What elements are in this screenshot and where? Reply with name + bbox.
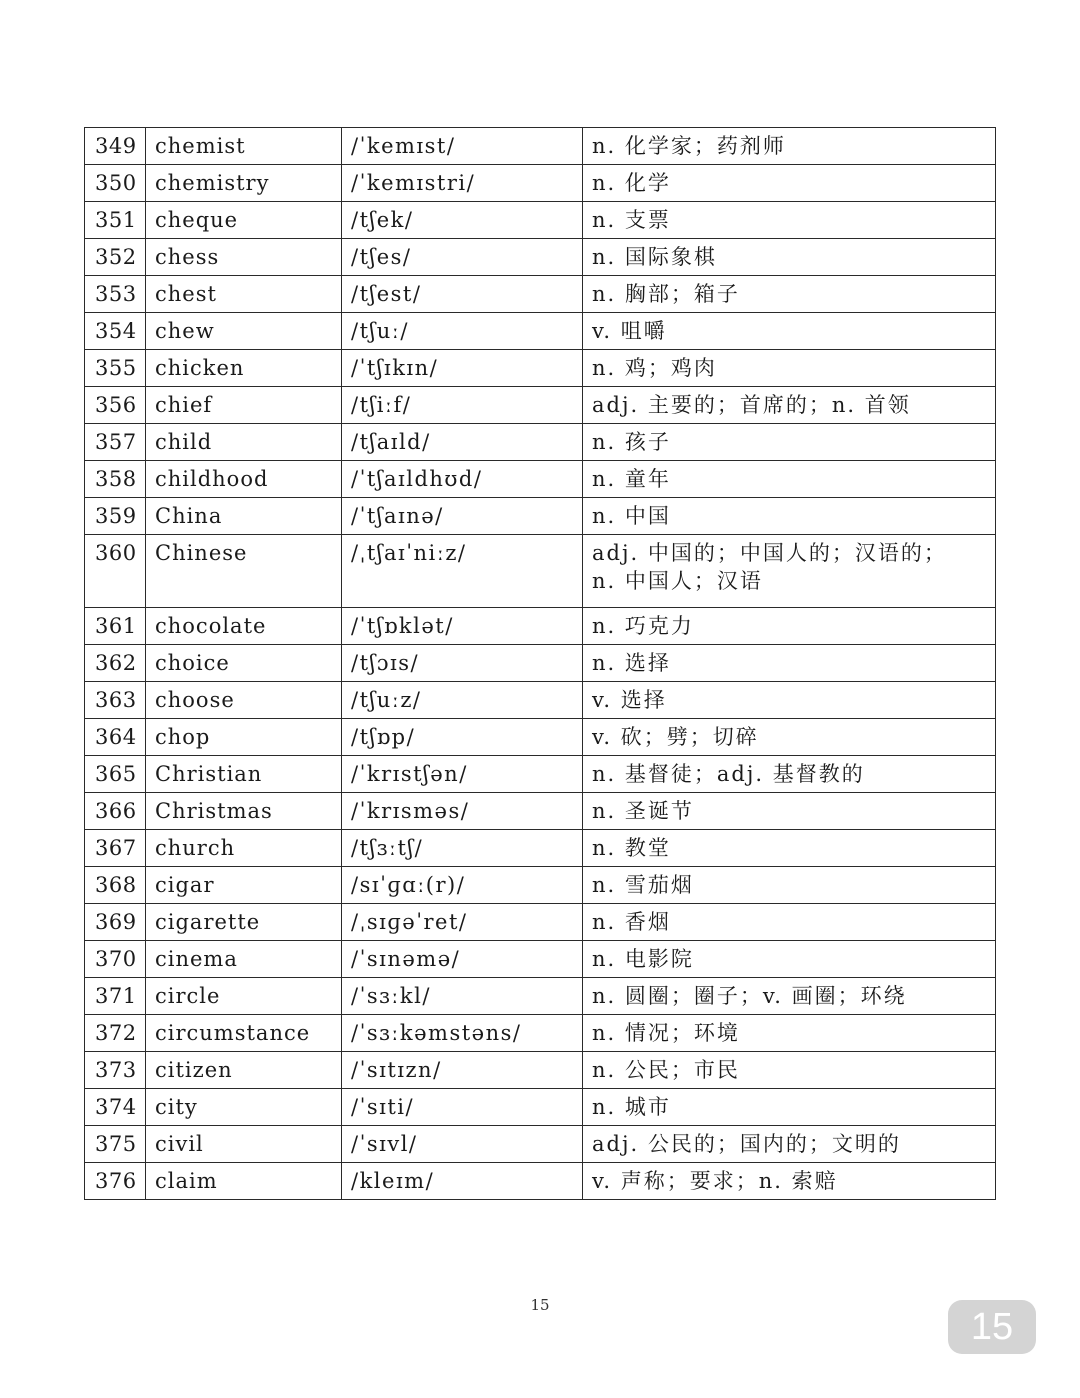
- entry-meaning: n. 圆圈；圈子；v. 画圈；环绕: [583, 978, 996, 1015]
- entry-pronunciation: /tʃuːz/: [342, 682, 583, 719]
- table-row: [85, 941, 996, 978]
- entry-pronunciation: /ˈkrɪstʃən/: [342, 756, 583, 793]
- table-row: [85, 424, 996, 461]
- entry-word: China: [146, 498, 342, 535]
- entry-number: 363: [85, 682, 146, 719]
- entry-meaning: n. 香烟: [583, 904, 996, 941]
- entry-number: 357: [85, 424, 146, 461]
- entry-pronunciation: /ˈsɪti/: [342, 1089, 583, 1126]
- entry-number: 362: [85, 645, 146, 682]
- entry-word: chemist: [146, 128, 342, 165]
- entry-word: city: [146, 1089, 342, 1126]
- entry-word: Christmas: [146, 793, 342, 830]
- entry-word: Chinese: [146, 535, 342, 608]
- entry-meaning: n. 公民；市民: [583, 1052, 996, 1089]
- entry-word: church: [146, 830, 342, 867]
- entry-pronunciation: /ˈsɜːkl/: [342, 978, 583, 1015]
- entry-meaning: n. 基督徒；adj. 基督教的: [583, 756, 996, 793]
- page-number: 15: [530, 1296, 550, 1314]
- entry-meaning: adj. 主要的；首席的；n. 首领: [583, 387, 996, 424]
- entry-meaning: n. 雪茄烟: [583, 867, 996, 904]
- entry-number: 351: [85, 202, 146, 239]
- table-row: [85, 830, 996, 867]
- entry-word: citizen: [146, 1052, 342, 1089]
- entry-meaning: n. 鸡；鸡肉: [583, 350, 996, 387]
- table-row: [85, 498, 996, 535]
- entry-word: cigarette: [146, 904, 342, 941]
- table-row: [85, 276, 996, 313]
- entry-number: 367: [85, 830, 146, 867]
- entry-number: 353: [85, 276, 146, 313]
- entry-number: 371: [85, 978, 146, 1015]
- entry-meaning: n. 化学: [583, 165, 996, 202]
- entry-word: chocolate: [146, 608, 342, 645]
- table-row: [85, 535, 996, 608]
- table-row: [85, 608, 996, 645]
- entry-word: chess: [146, 239, 342, 276]
- entry-number: 361: [85, 608, 146, 645]
- entry-number: 349: [85, 128, 146, 165]
- page-badge[interactable]: 15: [948, 1300, 1036, 1354]
- entry-number: 370: [85, 941, 146, 978]
- entry-pronunciation: /ˈsɜːkəmstəns/: [342, 1015, 583, 1052]
- entry-word: choose: [146, 682, 342, 719]
- entry-number: 375: [85, 1126, 146, 1163]
- entry-pronunciation: /ˈtʃaɪnə/: [342, 498, 583, 535]
- table-row: [85, 128, 996, 165]
- table-row: [85, 1052, 996, 1089]
- entry-number: 355: [85, 350, 146, 387]
- table-row: [85, 904, 996, 941]
- entry-meaning: n. 童年: [583, 461, 996, 498]
- entry-meaning: n. 圣诞节: [583, 793, 996, 830]
- entry-word: Christian: [146, 756, 342, 793]
- entry-pronunciation: /tʃɔɪs/: [342, 645, 583, 682]
- entry-number: 376: [85, 1163, 146, 1200]
- entry-pronunciation: /tʃɒp/: [342, 719, 583, 756]
- table-row: [85, 793, 996, 830]
- entry-number: 356: [85, 387, 146, 424]
- entry-meaning: n. 选择: [583, 645, 996, 682]
- entry-pronunciation: /tʃɜːtʃ/: [342, 830, 583, 867]
- entry-word: claim: [146, 1163, 342, 1200]
- entry-number: 352: [85, 239, 146, 276]
- entry-word: cinema: [146, 941, 342, 978]
- entry-pronunciation: /ˈkemɪstri/: [342, 165, 583, 202]
- entry-meaning: adj. 公民的；国内的；文明的: [583, 1126, 996, 1163]
- entry-pronunciation: /tʃek/: [342, 202, 583, 239]
- entry-meaning: n. 城市: [583, 1089, 996, 1126]
- entry-meaning: n. 胸部；箱子: [583, 276, 996, 313]
- entry-number: 369: [85, 904, 146, 941]
- entry-meaning: n. 教堂: [583, 830, 996, 867]
- entry-pronunciation: /sɪˈɡɑː(r)/: [342, 867, 583, 904]
- entry-number: 354: [85, 313, 146, 350]
- entry-pronunciation: /ˈsɪtɪzn/: [342, 1052, 583, 1089]
- table-row: [85, 682, 996, 719]
- entry-word: chemistry: [146, 165, 342, 202]
- entry-meaning: v. 声称；要求；n. 索赔: [583, 1163, 996, 1200]
- entry-number: 359: [85, 498, 146, 535]
- entry-number: 366: [85, 793, 146, 830]
- table-row: [85, 387, 996, 424]
- table-row: [85, 645, 996, 682]
- entry-pronunciation: /tʃuː/: [342, 313, 583, 350]
- entry-word: chew: [146, 313, 342, 350]
- entry-word: child: [146, 424, 342, 461]
- entry-number: 373: [85, 1052, 146, 1089]
- table-row: [85, 756, 996, 793]
- table-row: [85, 1015, 996, 1052]
- entry-meaning: n. 支票: [583, 202, 996, 239]
- entry-word: chest: [146, 276, 342, 313]
- entry-word: chop: [146, 719, 342, 756]
- table-row: [85, 165, 996, 202]
- vocabulary-table: [84, 127, 996, 1200]
- entry-meaning: v. 咀嚼: [583, 313, 996, 350]
- entry-pronunciation: /tʃaɪld/: [342, 424, 583, 461]
- entry-pronunciation: /tʃiːf/: [342, 387, 583, 424]
- entry-pronunciation: /ˈsɪnəmə/: [342, 941, 583, 978]
- entry-word: cheque: [146, 202, 342, 239]
- entry-number: 368: [85, 867, 146, 904]
- entry-word: chief: [146, 387, 342, 424]
- entry-pronunciation: /ˌtʃaɪˈniːz/: [342, 535, 583, 608]
- entry-number: 365: [85, 756, 146, 793]
- entry-number: 374: [85, 1089, 146, 1126]
- table-row: [85, 313, 996, 350]
- entry-pronunciation: /tʃes/: [342, 239, 583, 276]
- entry-pronunciation: /ˈtʃɪkɪn/: [342, 350, 583, 387]
- entry-number: 350: [85, 165, 146, 202]
- entry-pronunciation: /kleɪm/: [342, 1163, 583, 1200]
- entry-word: cigar: [146, 867, 342, 904]
- entry-number: 364: [85, 719, 146, 756]
- entry-number: 360: [85, 535, 146, 608]
- table-row: [85, 350, 996, 387]
- table-row: [85, 978, 996, 1015]
- entry-pronunciation: /tʃest/: [342, 276, 583, 313]
- entry-pronunciation: /ˌsɪɡəˈret/: [342, 904, 583, 941]
- entry-meaning: n. 巧克力: [583, 608, 996, 645]
- table-row: [85, 202, 996, 239]
- entry-word: circle: [146, 978, 342, 1015]
- entry-meaning: n. 中国: [583, 498, 996, 535]
- entry-number: 372: [85, 1015, 146, 1052]
- entry-meaning: v. 砍；劈；切碎: [583, 719, 996, 756]
- entry-word: chicken: [146, 350, 342, 387]
- vocabulary-table-body: [85, 128, 996, 1200]
- entry-pronunciation: /ˈsɪvl/: [342, 1126, 583, 1163]
- table-row: [85, 1089, 996, 1126]
- entry-word: circumstance: [146, 1015, 342, 1052]
- table-row: [85, 239, 996, 276]
- entry-meaning: n. 电影院: [583, 941, 996, 978]
- entry-number: 358: [85, 461, 146, 498]
- entry-meaning: n. 化学家；药剂师: [583, 128, 996, 165]
- entry-pronunciation: /ˈtʃaɪldhʊd/: [342, 461, 583, 498]
- entry-meaning: n. 国际象棋: [583, 239, 996, 276]
- entry-meaning: v. 选择: [583, 682, 996, 719]
- entry-pronunciation: /ˈtʃɒklət/: [342, 608, 583, 645]
- entry-word: choice: [146, 645, 342, 682]
- entry-meaning: n. 孩子: [583, 424, 996, 461]
- entry-pronunciation: /ˈkemɪst/: [342, 128, 583, 165]
- table-row: [85, 719, 996, 756]
- entry-meaning: adj. 中国的；中国人的；汉语的； n. 中国人；汉语: [583, 535, 996, 608]
- table-row: [85, 1126, 996, 1163]
- table-row: [85, 1163, 996, 1200]
- entry-pronunciation: /ˈkrɪsməs/: [342, 793, 583, 830]
- entry-word: civil: [146, 1126, 342, 1163]
- table-row: [85, 461, 996, 498]
- entry-meaning: n. 情况；环境: [583, 1015, 996, 1052]
- entry-word: childhood: [146, 461, 342, 498]
- table-row: [85, 867, 996, 904]
